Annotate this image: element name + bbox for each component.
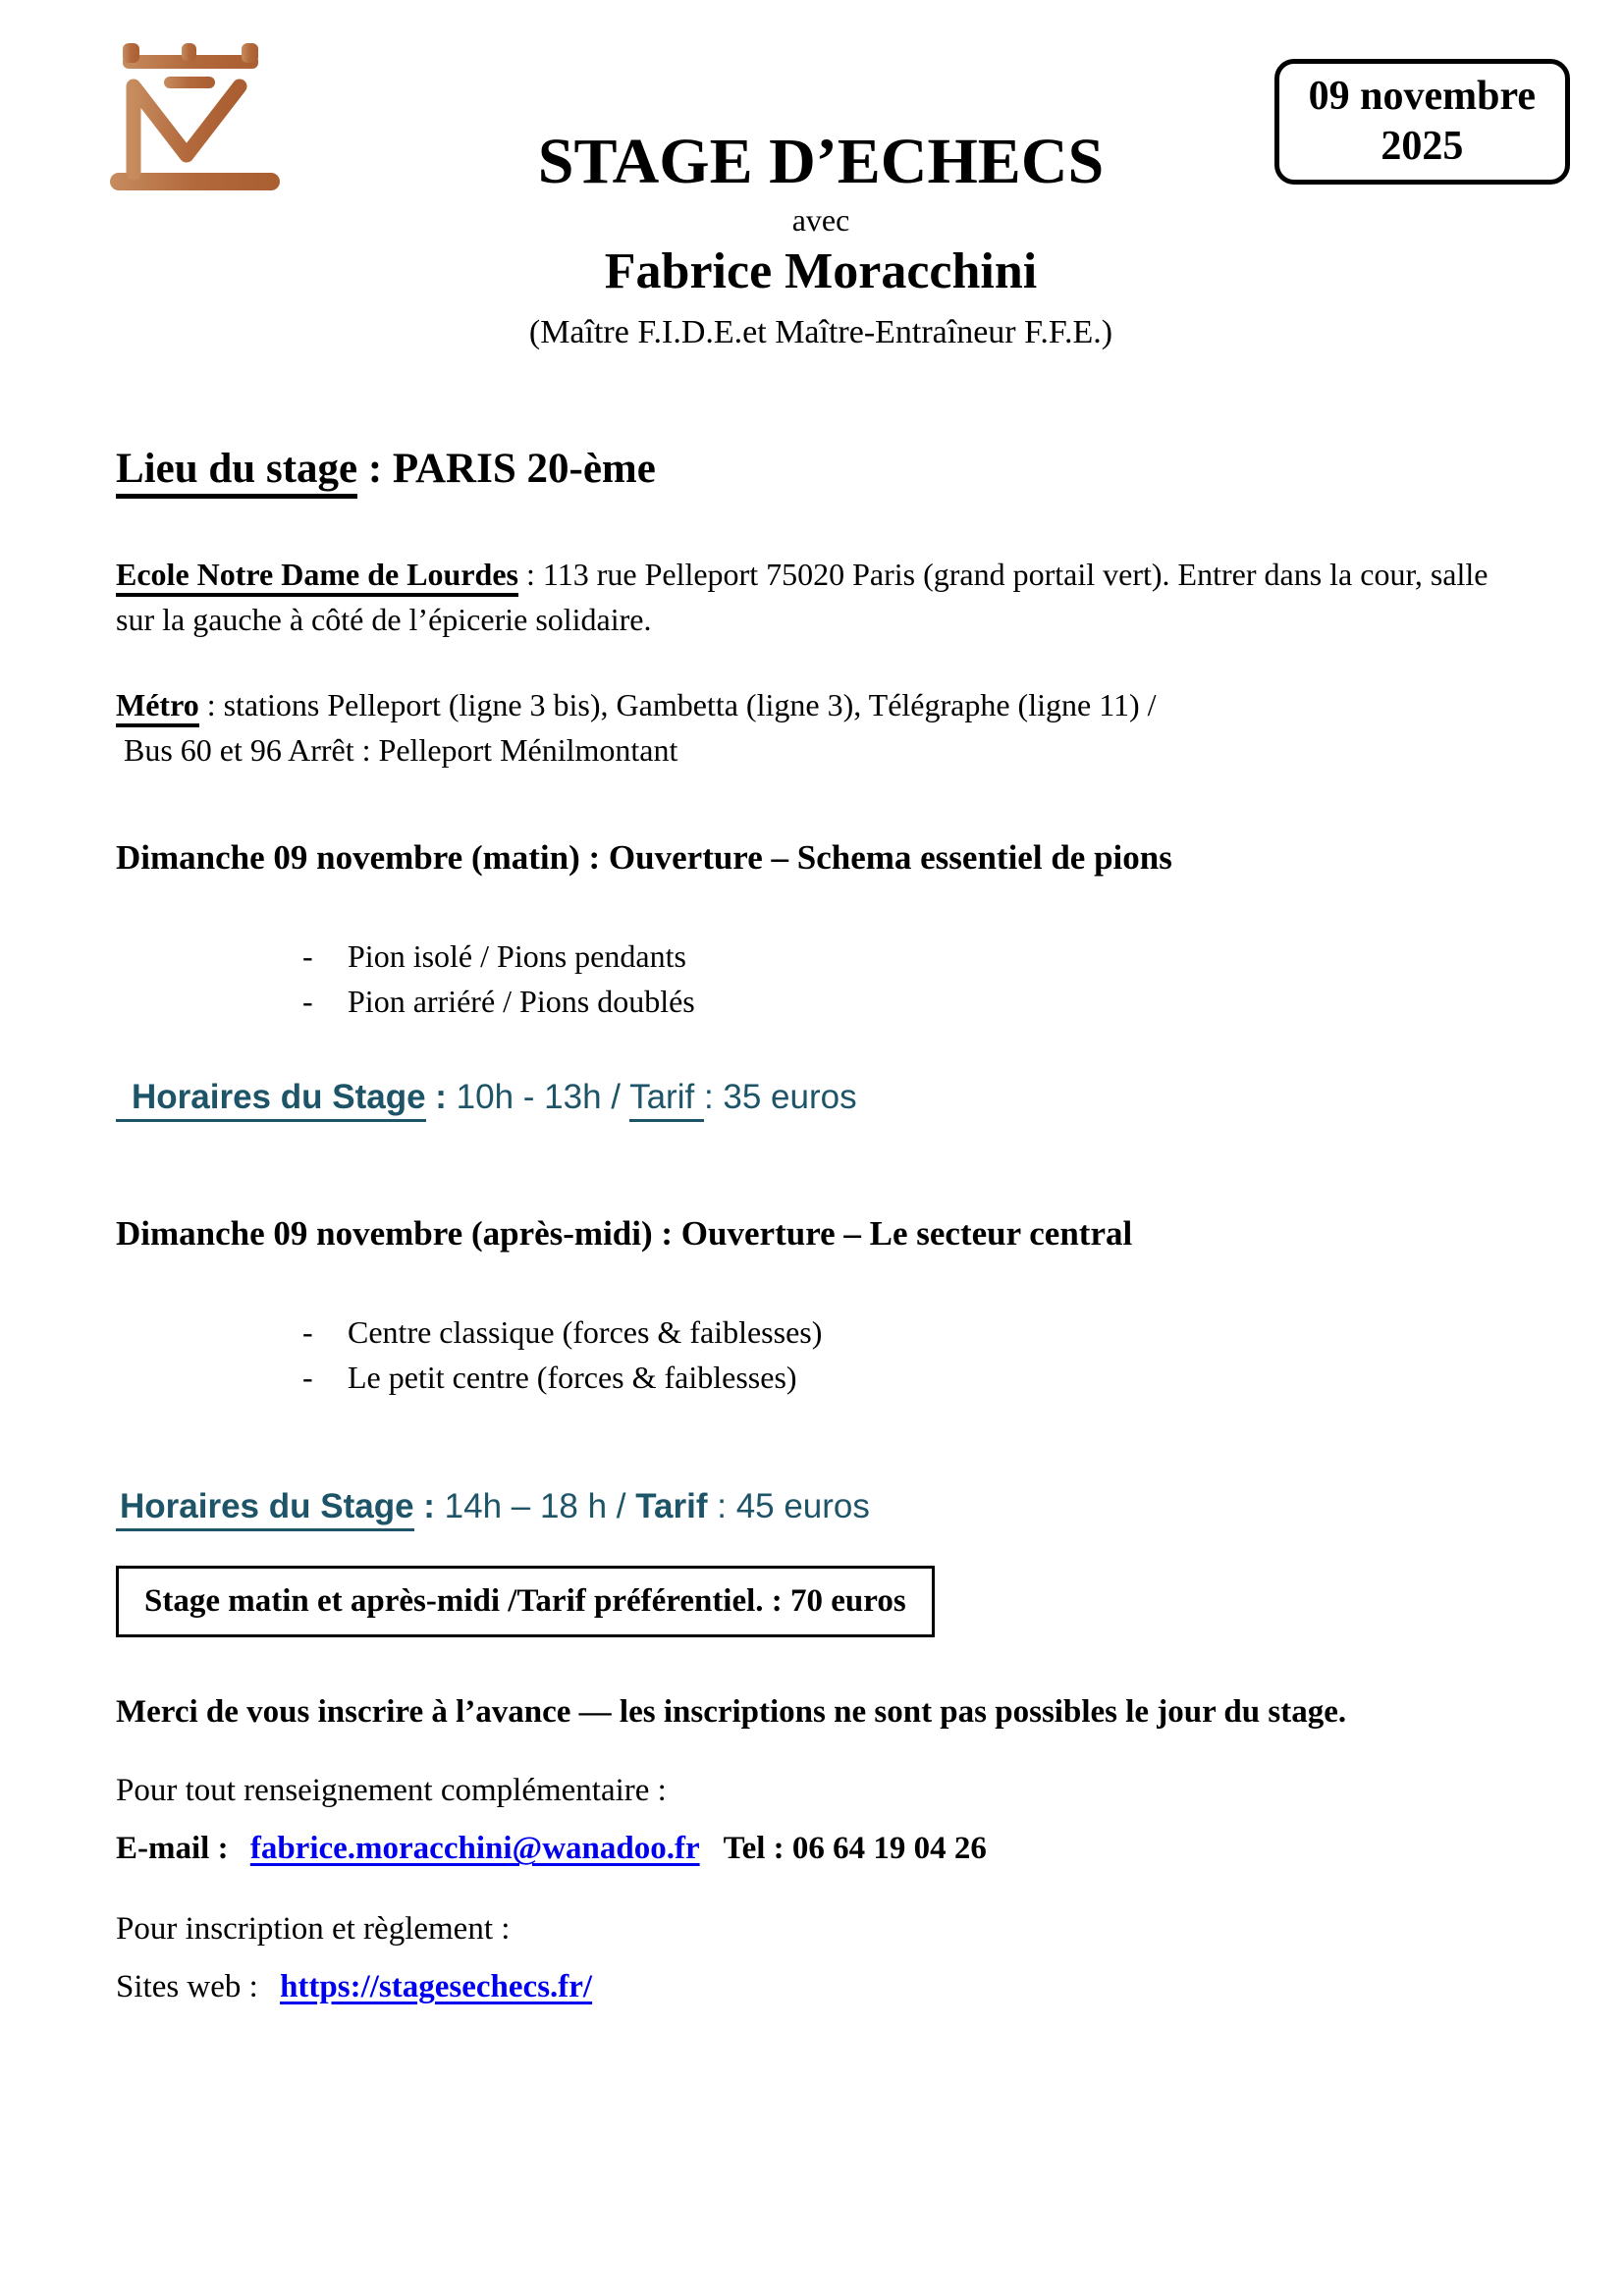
school-label: Ecole Notre Dame de Lourdes xyxy=(116,557,518,597)
sites-line xyxy=(116,1969,1526,2005)
bullet-text: Centre classique (forces & faiblesses) xyxy=(348,1313,823,1350)
metro-paragraph xyxy=(116,682,1526,773)
horaires-time: 14h – 18 h / xyxy=(444,1486,636,1525)
preferential-price-box: Stage matin et après-midi /Tarif préférentiel. : 70 euros xyxy=(116,1566,935,1637)
lieu-value: : PARIS 20-ème xyxy=(357,446,656,493)
avec-text: avec xyxy=(791,201,850,238)
horaires-label: Horaires du Stage xyxy=(116,1078,426,1122)
bullet-text: Pion isolé / Pions pendants xyxy=(348,937,686,974)
horaires-colon: : xyxy=(413,1486,445,1525)
bullet-dash: - xyxy=(302,1313,313,1350)
horaires-morning xyxy=(116,1075,1526,1120)
payment-line: Pour inscription et règlement : xyxy=(116,1911,511,1948)
tarif-value: : 45 euros xyxy=(707,1486,870,1525)
bullet-dash: - xyxy=(302,1360,313,1396)
sites-label: Sites web : xyxy=(116,1969,267,2005)
bullet-text: Pion arriéré / Pions doublés xyxy=(348,984,695,1020)
metro-label: Métro xyxy=(116,687,199,727)
page-title: STAGE D’ECHECS xyxy=(537,126,1105,197)
date-line-1: 09 novembre xyxy=(1308,74,1536,119)
email-label: E-mail : xyxy=(116,1831,237,1867)
bullet-text: Le petit centre (forces & faiblesses) xyxy=(348,1360,797,1396)
horaires-label: Horaires du Stage xyxy=(116,1487,414,1531)
school-text: : 113 rue Pelleport 75020 Paris (grand portail vert). Entrer dans la cour, salle sur la gauche à côté de l’épicerie solidaire. xyxy=(116,557,1489,638)
date-line-2: 2025 xyxy=(1380,124,1464,170)
presenter-name: Fabrice Moracchini xyxy=(604,242,1038,299)
metro-line xyxy=(116,682,1526,727)
horaires-time: 10h - 13h / xyxy=(456,1078,630,1117)
date-box xyxy=(1274,59,1570,185)
school-paragraph xyxy=(116,552,1526,642)
presenter-credentials: (Maître F.I.D.E.et Maître-Entraîneur F.F.E.) xyxy=(528,314,1113,351)
horaires-afternoon xyxy=(116,1484,1526,1529)
tel-text: Tel : 06 64 19 04 26 xyxy=(723,1831,987,1867)
metro-text: : stations Pelleport (ligne 3 bis), Gambetta (ligne 3), Télégraphe (ligne 11) / xyxy=(198,686,1157,722)
website-link[interactable]: https://stagesechecs.fr/ xyxy=(280,1969,593,2005)
rook-m-logo-icon xyxy=(110,43,280,190)
session-afternoon-bullets xyxy=(302,1309,1526,1401)
bus-line: Bus 60 et 96 Arrêt : Pelleport Ménilmontant xyxy=(124,731,678,768)
email-line xyxy=(116,1831,1526,1867)
tarif-value: : 35 euros xyxy=(703,1078,857,1117)
list-item xyxy=(302,1355,1526,1400)
email-link[interactable]: fabrice.moracchini@wanadoo.fr xyxy=(249,1831,700,1867)
lieu-heading xyxy=(116,445,1526,493)
session-morning-bullets xyxy=(302,934,1526,1025)
tarif-label: Tarif xyxy=(635,1486,708,1525)
list-item xyxy=(302,979,1526,1024)
session-morning-heading: Dimanche 09 novembre (matin) : Ouverture – Schema essentiel de pions xyxy=(116,837,1172,877)
list-item xyxy=(302,934,1526,979)
session-afternoon-heading: Dimanche 09 novembre (après-midi) : Ouverture – Le secteur central xyxy=(116,1213,1133,1253)
horaires-colon: : xyxy=(425,1078,457,1117)
registration-notice: Merci de vous inscrire à l’avance — les inscriptions ne sont pas possibles le jour du stage. xyxy=(116,1694,1347,1731)
bullet-dash: - xyxy=(302,984,313,1020)
tarif-label: Tarif xyxy=(629,1078,704,1122)
list-item xyxy=(302,1309,1526,1355)
bullet-dash: - xyxy=(302,937,313,974)
info-line: Pour tout renseignement complémentaire : xyxy=(116,1773,667,1809)
lieu-label: Lieu du stage xyxy=(116,446,357,499)
